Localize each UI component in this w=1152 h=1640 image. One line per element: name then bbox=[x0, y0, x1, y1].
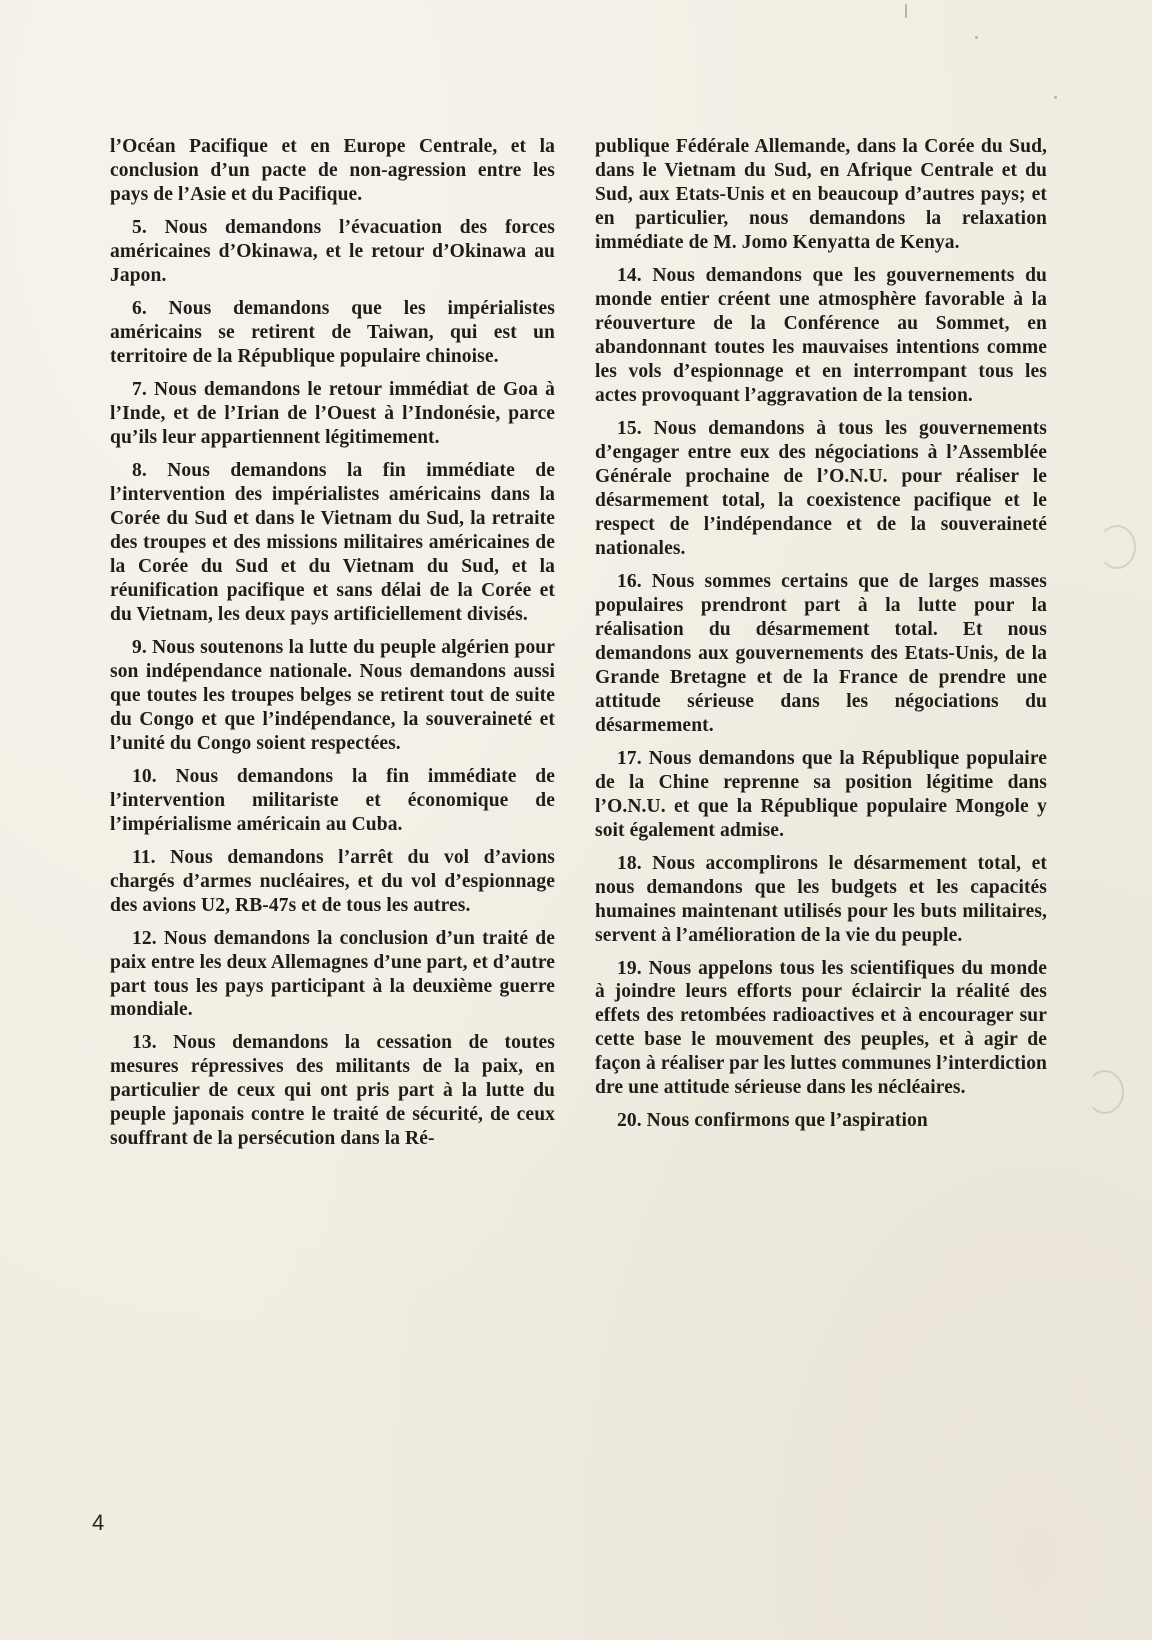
paragraph-number: 6. bbox=[132, 297, 147, 319]
paragraph-number: 13. bbox=[132, 1032, 157, 1054]
paragraph-12: 12. Nous demandons la conclusion d’un traité de paix entre les deux Allemagnes d’une part, et d’autre part tous les pays participant à la deuxième guerre mondiale. bbox=[110, 927, 555, 1021]
paragraph-20: 20. Nous confirmons que l’aspiration bbox=[617, 1110, 928, 1132]
paragraph-number: 16. bbox=[617, 570, 642, 592]
paragraph-17: 17. Nous demandons que la République populaire de la Chine reprenne sa position légitime dans l’O.N.U. et que la République populaire Mongole y soit également admise. bbox=[595, 747, 1047, 841]
page-number: 4 bbox=[92, 1510, 105, 1535]
left-column bbox=[110, 135, 555, 1160]
paragraph-11: 11. Nous demandons l’arrêt du vol d’avions chargés d’armes nucléaires, et du vol d’espionnage des avions U2, RB-47s et de tous les autres. bbox=[110, 846, 555, 916]
right-column bbox=[595, 135, 1047, 1142]
paragraph-number: 12. bbox=[132, 927, 157, 949]
paper-speck bbox=[975, 36, 978, 39]
paragraph-13: 13. Nous demandons la cessation de toutes mesures répressives des militants de la paix, en particulier de ceux qui ont pris part à la lutte du peuple japonais contre le traité de sécurité, de ceux souffrant de la persécution dans la Ré- bbox=[110, 1032, 555, 1150]
paragraph-number: 9. bbox=[132, 636, 147, 658]
paragraph-number: 20. bbox=[617, 1110, 642, 1132]
paper-mark bbox=[1086, 1070, 1124, 1114]
paragraph-number: 5. bbox=[132, 216, 147, 238]
paragraph-6: 6. Nous demandons que les impérialistes américains se retirent de Taiwan, qui est un territoire de la République populaire chinoise. bbox=[110, 297, 555, 367]
paragraph-number: 19. bbox=[617, 957, 642, 979]
paragraph-number: 10. bbox=[132, 765, 157, 787]
paragraph-15: 15. Nous demandons à tous les gouvernements d’engager entre eux des négociations à l’Assemblée Générale prochaine de l’O.N.U. pour réaliser le désarmement total, la coexistence pacifique et le respect de l’indépendance et de la souveraineté nationales. bbox=[595, 417, 1047, 559]
paragraph-7: 7. Nous demandons le retour immédiat de Goa à l’Inde, et de l’Irian de l’Ouest à l’Indonésie, parce qu’ils leur appartiennent légitimement. bbox=[110, 378, 555, 448]
paragraph-16: 16. Nous sommes certains que de larges masses populaires prendront part à la lutte pour la réalisation du désarmement total. Et nous demandons aux gouvernements des Etats-Unis, de la Grande Bretagne et de la France de prendre une attitude sérieuse dans les négociations du désarmement. bbox=[595, 570, 1047, 736]
paper-speck bbox=[1054, 96, 1057, 99]
paragraph-9: 9. Nous soutenons la lutte du peuple algérien pour son indépendance nationale. Nous demandons aussi que toutes les troupes belges se retirent tout de suite du Congo et que l’indépendance, la souveraineté et l’unité du Congo soient respectées. bbox=[110, 636, 556, 754]
paragraph-number: 8. bbox=[132, 459, 147, 481]
paragraph-number: 7. bbox=[132, 378, 147, 400]
paper-mark bbox=[1098, 525, 1136, 569]
paragraph-number: 18. bbox=[617, 852, 642, 874]
paper-speck bbox=[905, 4, 907, 18]
paragraph-number: 14. bbox=[617, 264, 642, 286]
paragraph-13-continuation: publique Fédérale Allemande, dans la Corée du Sud, dans le Vietnam du Sud, en Afrique Centrale et du Sud, aux Etats-Unis et en beaucoup d’autres pays; et en particulier, nous demandons la relaxation immédiate de M. Jomo Kenyatta de Kenya. bbox=[595, 136, 1047, 253]
paragraph-number: 15. bbox=[617, 417, 642, 439]
paragraph-10: 10. Nous demandons la fin immédiate de l’intervention militariste et économique de l’impérialisme américain au Cuba. bbox=[110, 765, 555, 835]
paragraph-19: 19. Nous appelons tous les scientifiques du monde à joindre leurs efforts pour éclaircir la réalité des effets des retombées radioactives et à encourager sur cette base le mouvement des peuples, et à agir de façon à réaliser par les luttes communes l’interdiction dre une attitude sérieuse dans les nécléaires. bbox=[595, 957, 1047, 1099]
paragraph-number: 11. bbox=[132, 846, 156, 868]
paragraph-14: 14. Nous demandons que les gouvernements du monde entier créent une atmosphère favorable à la réouverture de la Conférence au Sommet, en abandonnant toutes les mauvaises intentions comme les vols d’espionnage et en interrompant tous les actes provoquant l’aggravation de la tension. bbox=[595, 264, 1047, 406]
paragraph-18: 18. Nous accomplirons le désarmement total, et nous demandons que les budgets et les capacités humaines maintenant utilisés pour les buts militaires, servent à l’amélioration de la vie du peuple. bbox=[595, 852, 1047, 946]
paragraph-4-continuation: l’Océan Pacifique et en Europe Centrale, et la conclusion d’un pacte de non-agression entre les pays de l’Asie et du Pacifique. bbox=[110, 136, 555, 205]
paragraph-5: 5. Nous demandons l’évacuation des forces américaines d’Okinawa, et le retour d’Okinawa au Japon. bbox=[110, 216, 555, 286]
paragraph-8: 8. Nous demandons la fin immédiate de l’intervention des impérialistes américains dans la Corée du Sud et dans le Vietnam du Sud, la retraite des troupes et des missions militaires américaines de la Corée du Sud et du Vietnam du Sud, et la réunification pacifique et sans délai de la Corée et du Vietnam, les deux pays artificiellement divisés. bbox=[110, 459, 555, 625]
paragraph-number: 17. bbox=[617, 747, 642, 769]
